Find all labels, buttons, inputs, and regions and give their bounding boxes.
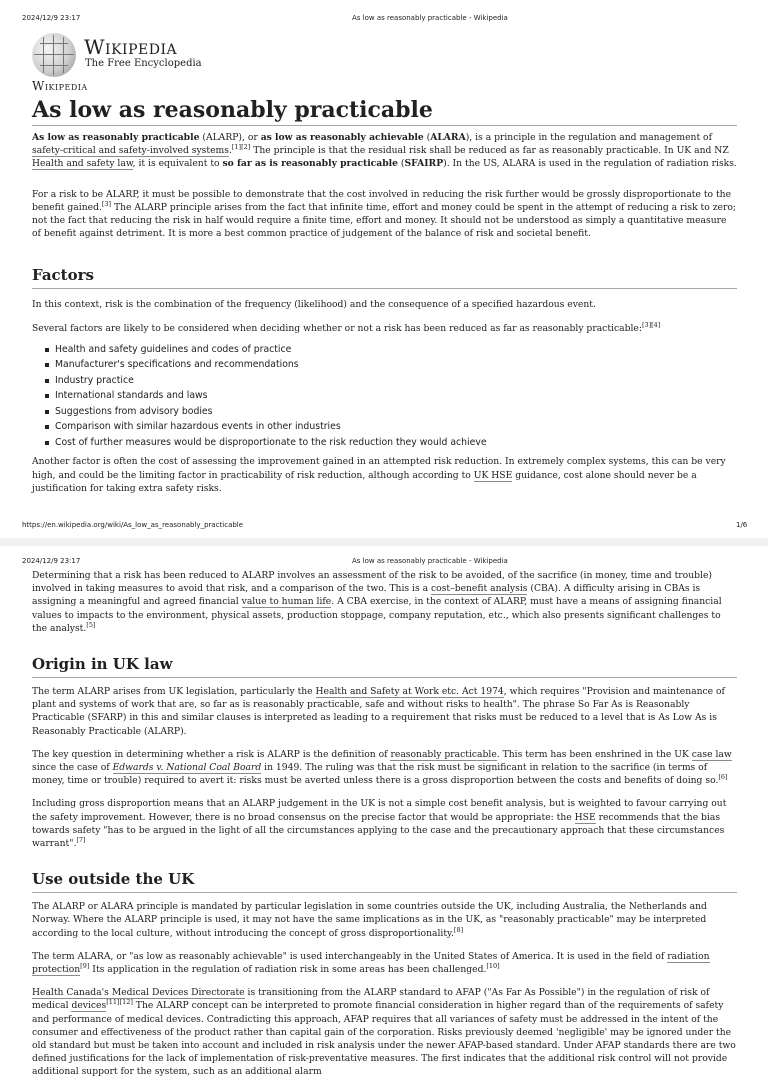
outside-paragraph-3: Health Canada's Medical Devices Directorate is transitioning from the ALARP standard to AFAP ("As Far As Possible") in the regulation of risk of medical devices[11][12] The ALARP concept can be interpreted to promote financial consideration in higher regard than of the requirements of safety and performance of medical devices. Contradicting this approach, AFAP requires that all variances of safety must be addressed in the intent of the consumer and effectiveness of the product rather than capital gain of the corporation. Risks previously deemed 'negligible' may be ignored under the old standard but must be taken into account and included in risk analysis under the newer AFAP-based standard. Under AFAP standards there are two defined justifications for the lack of implementation of risk-preventative measures. The first indicates that the additional risk control will not provide additional support for the system, such as an additional alarm — [32, 987, 736, 1078]
wikipedia-wordmark: Wikipedia — [84, 35, 178, 59]
article-body-page2 — [32, 569, 737, 1079]
definition-paragraph: For a risk to be ALARP, it must be possible to demonstrate that the cost involved in reducing the risk further would be grossly disproportionate to the benefit gained.[3] The ALARP principle arises from the fact that infinite time, effort and money could be spent in the attempt of reducing a risk to zero; not the fact that reducing the risk in half would require a finite time, effort and money. It should not be understood as simply a quantitative measure of benefit against detriment. It is more a best common practice of judgement of the balance of risk and societal benefit. — [32, 188, 737, 240]
outside-paragraph-1: The ALARP or ALARA principle is mandated by particular legislation in some countries outside the UK, including Australia, the Netherlands and Norway. Where the ALARP principle is used, it may not have the same implications as in the UK, as "reasonably practicable" may be interpreted according to the local culture, without introducing the concept of gross disproportionality.[8] — [32, 901, 707, 939]
list-item: Industry practice — [32, 373, 737, 389]
intro-paragraph: As low as reasonably practicable (ALARP), or as low as reasonably achievable (ALARA), is a principle in the regulation and management of safety-critical and safety-involved systems.[1][2] The principle is that the residual risk shall be reduced as far as reasonably practicable. In UK and NZ Health and safety law, it is equivalent to so far as is reasonably practicable (SFAIRP). In the US, ALARA is used in the regulation of radiation risks. — [32, 132, 737, 170]
page1-header-title: As low as reasonably practicable - Wikipedia — [352, 14, 508, 22]
ref-7[interactable]: [7] — [76, 835, 86, 844]
list-item: Manufacturer's specifications and recommendations — [32, 357, 737, 373]
title-divider — [32, 125, 737, 126]
link-health-safety-work-act[interactable]: Health and Safety at Work etc. Act 1974 — [315, 686, 504, 698]
section-origin-uk-law — [32, 655, 737, 850]
link-radiation-protection[interactable]: radiation protection — [32, 950, 710, 976]
section-use-outside-uk — [32, 870, 737, 1078]
wikipedia-wordmark-small: Wikipedia — [32, 79, 88, 93]
heading-use-outside-uk: Use outside the UK — [32, 870, 195, 889]
heading-outside-rule — [32, 892, 737, 893]
ref-9[interactable]: [9] — [80, 962, 90, 970]
ref-11-12[interactable]: [11][12] — [106, 998, 133, 1007]
origin-paragraph-1: The term ALARP arises from UK legislation, particularly the Health and Safety at Work etc. Act 1974, which requires "Provision and maintenance of plant and systems of work that are, so far as is reasonably practicable, safe and without risks to health". The phrase So Far As is Reasonably Practicable (SFARP) in this and similar clauses is interpreted as leading to a requirement that risks must be reduced to a level that is As Low As is Reasonably Practicable (ALARP). — [32, 686, 725, 737]
link-uk-hse[interactable]: UK HSE — [473, 469, 513, 481]
article-body-page1 — [32, 131, 737, 495]
ref-3[interactable]: [3] — [101, 199, 112, 208]
origin-paragraph-2: The key question in determining whether a risk is ALARP is the definition of reasonably practicable. This term has been enshrined in the UK case law since the case of Edwards v. National Coal Board in 1949. The ruling was that the risk must be significant in relation to the sacrifice (in terms of money, time or trouble) required to avert it: risks must be averted unless there is a gross disproportion between the costs and benefits of doing so.[6] — [32, 748, 732, 787]
ref-5[interactable]: [5] — [86, 620, 96, 629]
page1-header-date: 2024/12/9 23:17 — [22, 14, 81, 22]
ref-10[interactable]: [10] — [486, 962, 500, 970]
link-cost-benefit-analysis[interactable]: cost–benefit analysis — [431, 583, 528, 595]
origin-paragraph-3: Including gross disproportion means that an ALARP judgement in the UK is not a simple cost benefit analysis, but is weighted to favour carrying out the safety improvement. However, there is no broad consensus on the precise factor that would be appropriate: the HSE recommends that the bias towards safety "has to be argued in the light of all the circumstances applying to the case and the precautionary approach that these circumstances warrant".[7] — [32, 798, 727, 850]
wikipedia-globe-icon — [32, 33, 76, 77]
list-item: International standards and laws — [32, 388, 737, 404]
factors-paragraph-3: Another factor is often the cost of assessing the improvement gained in an attempted risk reduction. In extremely complex systems, this can be very high, and could be the limiting factor in practicability of risk reduction, although according to UK HSE guidance, cost alone should never be a justification for taking extra safety risks. — [32, 456, 726, 494]
link-edwards-v-ncb[interactable]: Edwards v. National Coal Board — [112, 762, 262, 774]
list-item: Cost of further measures would be disproportionate to the risk reduction they would achieve — [32, 435, 737, 451]
heading-origin-uk-law: Origin in UK law — [32, 655, 173, 674]
page2-header-date: 2024/12/9 23:17 — [22, 557, 81, 565]
link-hse[interactable]: HSE — [574, 811, 596, 823]
link-health-canada-mdd[interactable]: Health Canada's Medical Devices Directorate — [32, 987, 245, 999]
page2-header-title: As low as reasonably practicable - Wikipedia — [352, 557, 508, 565]
ref-6[interactable]: [6] — [718, 773, 728, 782]
heading-factors-rule — [32, 288, 737, 289]
page1-footer-url[interactable]: https://en.wikipedia.org/wiki/As_low_as_reasonably_practicable — [22, 521, 244, 529]
list-item: Comparison with similar hazardous events in other industries — [32, 419, 737, 435]
page1-footer-page-number: 1/6 — [736, 521, 748, 529]
list-item: Health and safety guidelines and codes of practice — [32, 342, 737, 358]
cba-paragraph: Determining that a risk has been reduced to ALARP involves an assessment of the risk to be avoided, of the sacrifice (in money, time and trouble) involved in taking measures to avoid that risk, and a comparison of the two. This is a cost–benefit analysis (CBA). A difficulty arising in CBAs is assigning a meaningful and agreed financial value to human life. A CBA exercise, in the context of ALARP, must have a means of assigning financial values to impacts to the environment, physical assets, production stoppage, company reputation, etc., which also presents significant challenges to the analyst.[5] — [32, 570, 722, 634]
link-value-to-human-life[interactable]: value to human life — [241, 596, 332, 608]
ref-3-4[interactable]: [3][4] — [641, 320, 661, 329]
link-reasonably-practicable[interactable]: reasonably practicable — [390, 748, 497, 760]
factors-list — [32, 342, 737, 451]
factors-paragraph-2: Several factors are likely to be considered when deciding whether or not a risk has been reduced as far as reasonably practicable:[3][4] — [32, 320, 661, 334]
wikipedia-tagline: The Free Encyclopedia — [85, 58, 202, 69]
link-safety-critical-systems[interactable]: safety-critical and safety-involved systems — [32, 145, 229, 157]
list-item: Suggestions from advisory bodies — [32, 404, 737, 420]
factors-paragraph-1: In this context, risk is the combination of the frequency (likelihood) and the consequence of a specified hazardous event. — [32, 299, 596, 311]
ref-8[interactable]: [8] — [453, 925, 464, 934]
heading-factors: Factors — [32, 266, 94, 285]
page-title: As low as reasonably practicable — [32, 97, 433, 123]
ref-1-2[interactable]: [1][2] — [231, 143, 251, 152]
section-factors — [32, 266, 737, 495]
link-devices[interactable]: devices — [71, 1000, 107, 1012]
link-case-law[interactable]: case law — [691, 748, 732, 760]
outside-paragraph-2: The term ALARA, or "as low as reasonably achievable" is used interchangeably in the United States of America. It is used in the field of radiation protection[9] Its application in the regulation of radiation risk in some areas has been challenged.[10] — [32, 950, 710, 976]
page-separator — [0, 538, 768, 546]
link-health-and-safety-law[interactable]: Health and safety law — [32, 158, 133, 170]
heading-origin-rule — [32, 677, 737, 678]
